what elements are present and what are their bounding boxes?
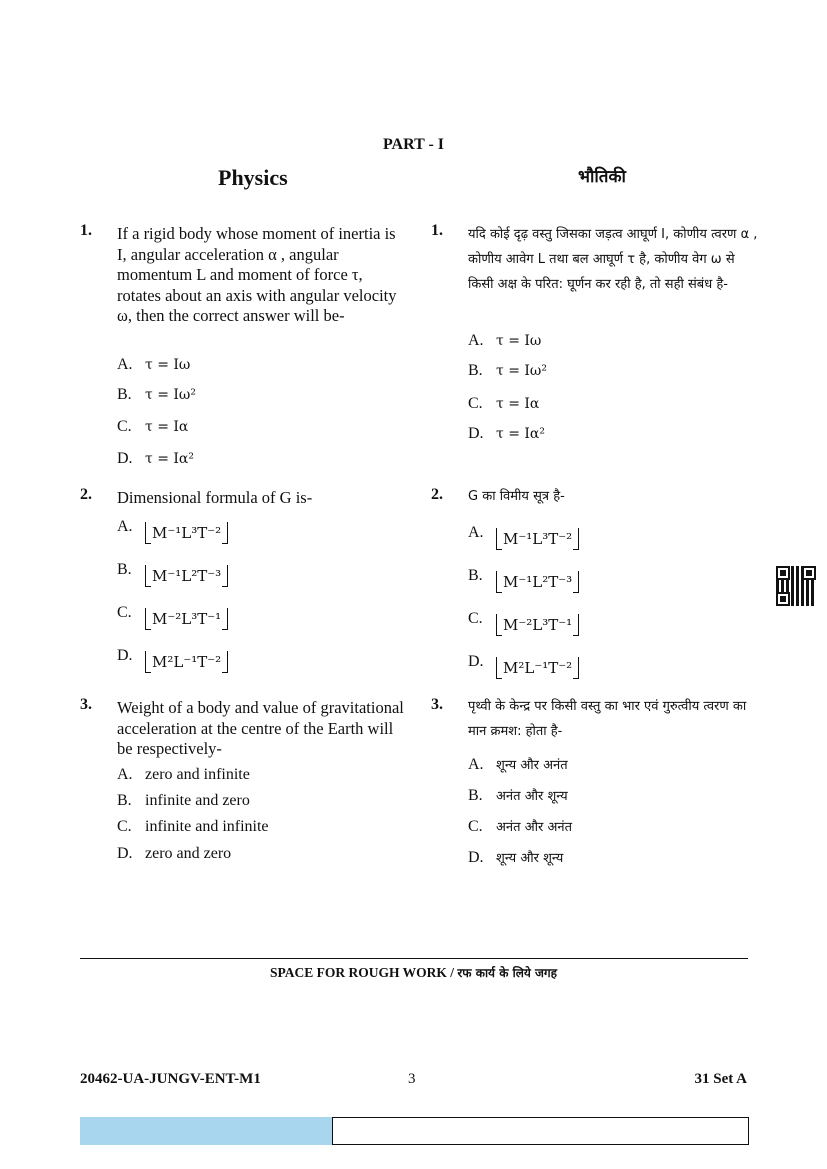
option-d: D. M²L⁻¹T⁻² bbox=[117, 645, 228, 667]
subject-title-english: Physics bbox=[218, 165, 288, 190]
option-b: B. τ = Iω² bbox=[117, 386, 196, 403]
option-b: B. M⁻¹L²T⁻³ bbox=[468, 565, 579, 587]
option-b: B. M⁻¹L²T⁻³ bbox=[117, 559, 228, 581]
question-text: Dimensional formula of G is- bbox=[117, 488, 313, 507]
question-text: G का विमीय सूत्र है- bbox=[468, 489, 565, 504]
option-a: A. M⁻¹L³T⁻² bbox=[117, 516, 228, 538]
question-text: यदि कोई दृढ़ वस्तु जिसका जड़त्व आघूर्ण I, कोणीय त्वरण α , कोणीय आवेग L तथा बल आघूर्ण τ है, कोणीय वेग ω से किसी अक्ष के परित: घूर्णन कर रही है, तो सही संबंध है- bbox=[468, 227, 758, 292]
divider-line bbox=[80, 958, 748, 959]
question-number: 1. bbox=[80, 222, 92, 239]
question-number: 1. bbox=[431, 222, 443, 239]
footer-box bbox=[332, 1117, 749, 1145]
question-number: 3. bbox=[80, 696, 92, 713]
question-number: 3. bbox=[431, 696, 443, 713]
question-number: 2. bbox=[431, 486, 443, 503]
footer-blue-bar bbox=[80, 1117, 332, 1145]
option-c: C. अनंत और अनंत bbox=[468, 818, 572, 835]
option-d: D. M²L⁻¹T⁻² bbox=[468, 651, 579, 673]
option-a: A. zero and infinite bbox=[117, 766, 250, 783]
set-label: 31 Set A bbox=[694, 1071, 747, 1087]
option-c: C. M⁻²L³T⁻¹ bbox=[468, 608, 579, 630]
question-text: If a rigid body whose moment of inertia is I, angular acceleration α , angular momentum L and moment of force τ, rotates about an axis with angular velocity ω, then the correct answer will be- bbox=[117, 224, 397, 325]
option-b: B. infinite and zero bbox=[117, 792, 250, 809]
option-a: A. शून्य और अनंत bbox=[468, 756, 568, 773]
page-number: 3 bbox=[408, 1071, 416, 1087]
option-d: D. zero and zero bbox=[117, 845, 232, 862]
option-a: A. τ = Iω bbox=[117, 356, 191, 373]
option-c: C. M⁻²L³T⁻¹ bbox=[117, 602, 228, 624]
option-d: D. शून्य और शून्य bbox=[468, 849, 564, 866]
question-text: पृथ्वी के केन्द्र पर किसी वस्तु का भार एवं गुरुत्वीय त्वरण का मान क्रमश: होता है- bbox=[468, 699, 747, 739]
question-number: 2. bbox=[80, 486, 92, 503]
option-d: D. τ = Iα² bbox=[117, 450, 194, 467]
option-c: C. τ = Iα bbox=[117, 418, 189, 435]
rough-work-label: SPACE FOR ROUGH WORK / रफ कार्य के लिये जगह bbox=[270, 965, 557, 980]
qr-code-icon bbox=[776, 566, 816, 606]
question-text: Weight of a body and value of gravitational acceleration at the centre of the Earth will be respectively- bbox=[117, 698, 404, 758]
option-c: C. τ = Iα bbox=[468, 395, 540, 412]
part-heading: PART - I bbox=[382, 136, 445, 153]
option-a: A. M⁻¹L³T⁻² bbox=[468, 522, 579, 544]
option-b: B. τ = Iω² bbox=[468, 362, 547, 379]
option-b: B. अनंत और शून्य bbox=[468, 787, 568, 804]
paper-code: 20462-UA-JUNGV-ENT-M1 bbox=[80, 1071, 261, 1087]
option-d: D. τ = Iα² bbox=[468, 425, 545, 442]
option-a: A. τ = Iω bbox=[468, 332, 542, 349]
option-c: C. infinite and infinite bbox=[117, 818, 269, 835]
subject-title-hindi: भौतिकी bbox=[578, 167, 626, 187]
